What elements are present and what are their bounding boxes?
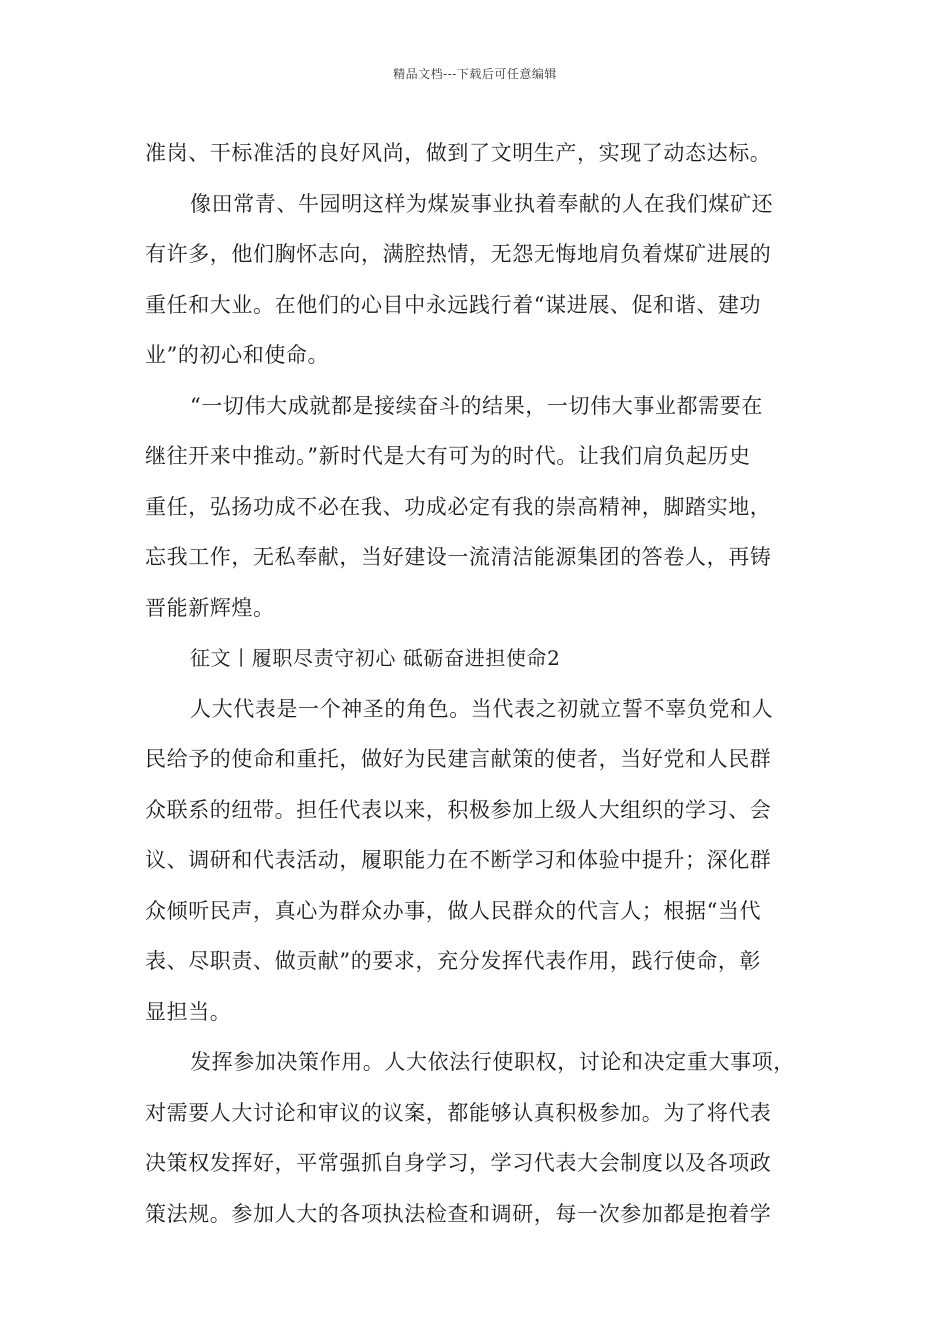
paragraph-line: 准岗、干标准活的良好风尚，做到了文明生产，实现了动态达标。 bbox=[145, 141, 772, 165]
paragraph-line: 忘我工作，无私奉献，当好建设一流清洁能源集团的答卷人，再铸 bbox=[145, 545, 772, 569]
paragraph-line: 显担当。 bbox=[145, 999, 232, 1024]
paragraph-line: 有许多，他们胸怀志向，满腔热情，无怨无悔地肩负着煤矿进展的 bbox=[145, 242, 772, 266]
paragraph-line: 重任，弘扬功成不必在我、功成必定有我的崇高精神，脚踏实地， bbox=[145, 494, 772, 519]
paragraph-line: 决策权发挥好，平常强抓自身学习，学习代表大会制度以及各项政 bbox=[145, 1151, 772, 1175]
paragraph-line: 发挥参加决策作用。人大依法行使职权，讨论和决定重大事项， bbox=[190, 1050, 795, 1074]
paragraph-line: 像田常青、牛园明这样为煤炭事业执着奉献的人在我们煤矿还 bbox=[190, 191, 774, 216]
paragraph-line: 策法规。参加人大的各项执法检查和调研，每一次参加都是抱着学 bbox=[145, 1201, 772, 1226]
paragraph-line: 业”的初心和使命。 bbox=[145, 343, 330, 367]
paragraph-line: “一切伟大成就都是接续奋斗的结果，一切伟大事业都需要在 bbox=[190, 393, 763, 418]
paragraph-line: 晋能新辉煌。 bbox=[145, 595, 275, 620]
page-header: 精品文档---下载后可任意编辑 bbox=[393, 67, 557, 81]
paragraph-line: 人大代表是一个神圣的角色。当代表之初就立誓不辜负党和人 bbox=[190, 696, 774, 721]
paragraph-line: 民给予的使命和重托，做好为民建言献策的使者，当好党和人民群 bbox=[145, 747, 772, 771]
paragraph-line: 表、尽职责、做贡献”的要求，充分发挥代表作用，践行使命，彰 bbox=[145, 949, 762, 973]
section-heading: 征文丨履职尽责守初心 砥砺奋进担使命2 bbox=[190, 646, 561, 670]
paragraph-line: 对需要人大讨论和审议的议案，都能够认真积极参加。为了将代表 bbox=[145, 1100, 772, 1125]
paragraph-line: 众联系的纽带。担任代表以来，积极参加上级人大组织的学习、会 bbox=[145, 797, 772, 822]
document-body bbox=[145, 128, 810, 1239]
paragraph-line: 继往开来中推动。”新时代是大有可为的时代。让我们肩负起历史 bbox=[145, 444, 751, 468]
paragraph-line: 重任和大业。在他们的心目中永远践行着“谋进展、促和谐、建功 bbox=[145, 292, 762, 317]
paragraph-line: 议、调研和代表活动，履职能力在不断学习和体验中提升；深化群 bbox=[145, 848, 772, 872]
paragraph-line: 众倾听民声，真心为群众办事，做人民群众的代言人；根据“当代 bbox=[145, 898, 762, 923]
